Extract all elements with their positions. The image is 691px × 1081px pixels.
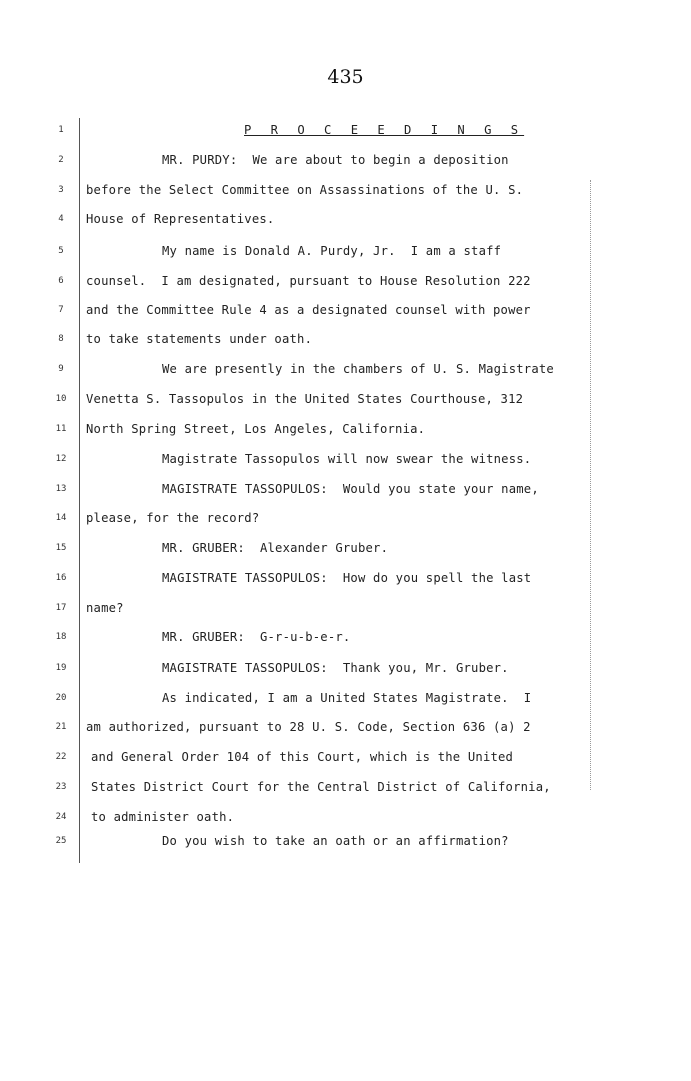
- line-text: please, for the record?: [86, 511, 260, 525]
- line-number: 22: [55, 752, 67, 762]
- transcript-line: [0, 748, 691, 770]
- transcript-line: [0, 450, 691, 472]
- line-number: 1: [58, 125, 64, 135]
- line-text: States District Court for the Central District of California,: [91, 780, 551, 794]
- line-number: 10: [55, 394, 67, 404]
- transcript-line: [0, 569, 691, 591]
- line-number: 24: [55, 812, 67, 822]
- line-text: MAGISTRATE TASSOPULOS: How do you spell the last: [162, 571, 532, 585]
- line-text: and General Order 104 of this Court, which is the United: [91, 750, 514, 764]
- line-number: 11: [55, 424, 67, 434]
- line-text: counsel. I am designated, pursuant to House Resolution 222: [86, 274, 531, 288]
- line-number: 25: [55, 836, 67, 846]
- transcript-line: [0, 599, 691, 621]
- transcript-line: [0, 390, 691, 412]
- line-text: MR. GRUBER: G-r-u-b-e-r.: [162, 630, 351, 644]
- line-text: to administer oath.: [91, 810, 235, 824]
- line-text: name?: [86, 601, 124, 615]
- line-text: As indicated, I am a United States Magistrate. I: [162, 691, 532, 705]
- transcript-line: [0, 420, 691, 442]
- line-number: 2: [58, 155, 64, 165]
- transcript-line: [0, 718, 691, 740]
- line-text: MR. GRUBER: Alexander Gruber.: [162, 541, 389, 555]
- line-number: 3: [58, 185, 64, 195]
- line-text: MAGISTRATE TASSOPULOS: Would you state your name,: [162, 482, 539, 496]
- transcript-line: [0, 832, 691, 854]
- transcript-line: [0, 330, 691, 352]
- line-number: 5: [58, 246, 64, 256]
- line-text: Magistrate Tassopulos will now swear the witness.: [162, 452, 532, 466]
- transcript-line: [0, 242, 691, 264]
- proceedings-heading: P R O C E E D I N G S: [244, 123, 525, 137]
- transcript-line: [0, 121, 691, 143]
- line-text: Venetta S. Tassopulos in the United States Courthouse, 312: [86, 392, 524, 406]
- line-number: 12: [55, 454, 67, 464]
- transcript-line: [0, 509, 691, 531]
- line-text: and the Committee Rule 4 as a designated counsel with power: [86, 303, 531, 317]
- transcript-line: [0, 628, 691, 650]
- transcript-line: [0, 360, 691, 382]
- line-text: We are presently in the chambers of U. S. Magistrate: [162, 362, 554, 376]
- line-number: 8: [58, 334, 64, 344]
- transcript-line: [0, 210, 691, 232]
- transcript-line: [0, 151, 691, 173]
- transcript-line: [0, 181, 691, 203]
- transcript-line: [0, 301, 691, 323]
- line-text: My name is Donald A. Purdy, Jr. I am a staff: [162, 244, 502, 258]
- transcript-line: [0, 539, 691, 561]
- line-number: 17: [55, 603, 67, 613]
- transcript-line: [0, 480, 691, 502]
- line-text: North Spring Street, Los Angeles, California.: [86, 422, 426, 436]
- transcript-line: [0, 272, 691, 294]
- line-text: am authorized, pursuant to 28 U. S. Code, Section 636 (a) 2: [86, 720, 531, 734]
- transcript-line: [0, 778, 691, 800]
- line-number: 13: [55, 484, 67, 494]
- line-number: 18: [55, 632, 67, 642]
- line-text: before the Select Committee on Assassinations of the U. S.: [86, 183, 524, 197]
- line-number: 16: [55, 573, 67, 583]
- line-text: MAGISTRATE TASSOPULOS: Thank you, Mr. Gruber.: [162, 661, 509, 675]
- line-number: 14: [55, 513, 67, 523]
- line-number: 19: [55, 663, 67, 673]
- line-number: 7: [58, 305, 64, 315]
- line-text: House of Representatives.: [86, 212, 275, 226]
- transcript-line: [0, 808, 691, 830]
- transcript-line: [0, 689, 691, 711]
- line-text: MR. PURDY: We are about to begin a deposition: [162, 153, 509, 167]
- line-number: 21: [55, 722, 67, 732]
- line-number: 15: [55, 543, 67, 553]
- line-number: 4: [58, 214, 64, 224]
- page-number: 435: [327, 66, 364, 88]
- line-number: 20: [55, 693, 67, 703]
- line-text: Do you wish to take an oath or an affirmation?: [162, 834, 509, 848]
- line-text: to take statements under oath.: [86, 332, 313, 346]
- line-number: 9: [58, 364, 64, 374]
- line-number: 23: [55, 782, 67, 792]
- line-number: 6: [58, 276, 64, 286]
- transcript-line: [0, 659, 691, 681]
